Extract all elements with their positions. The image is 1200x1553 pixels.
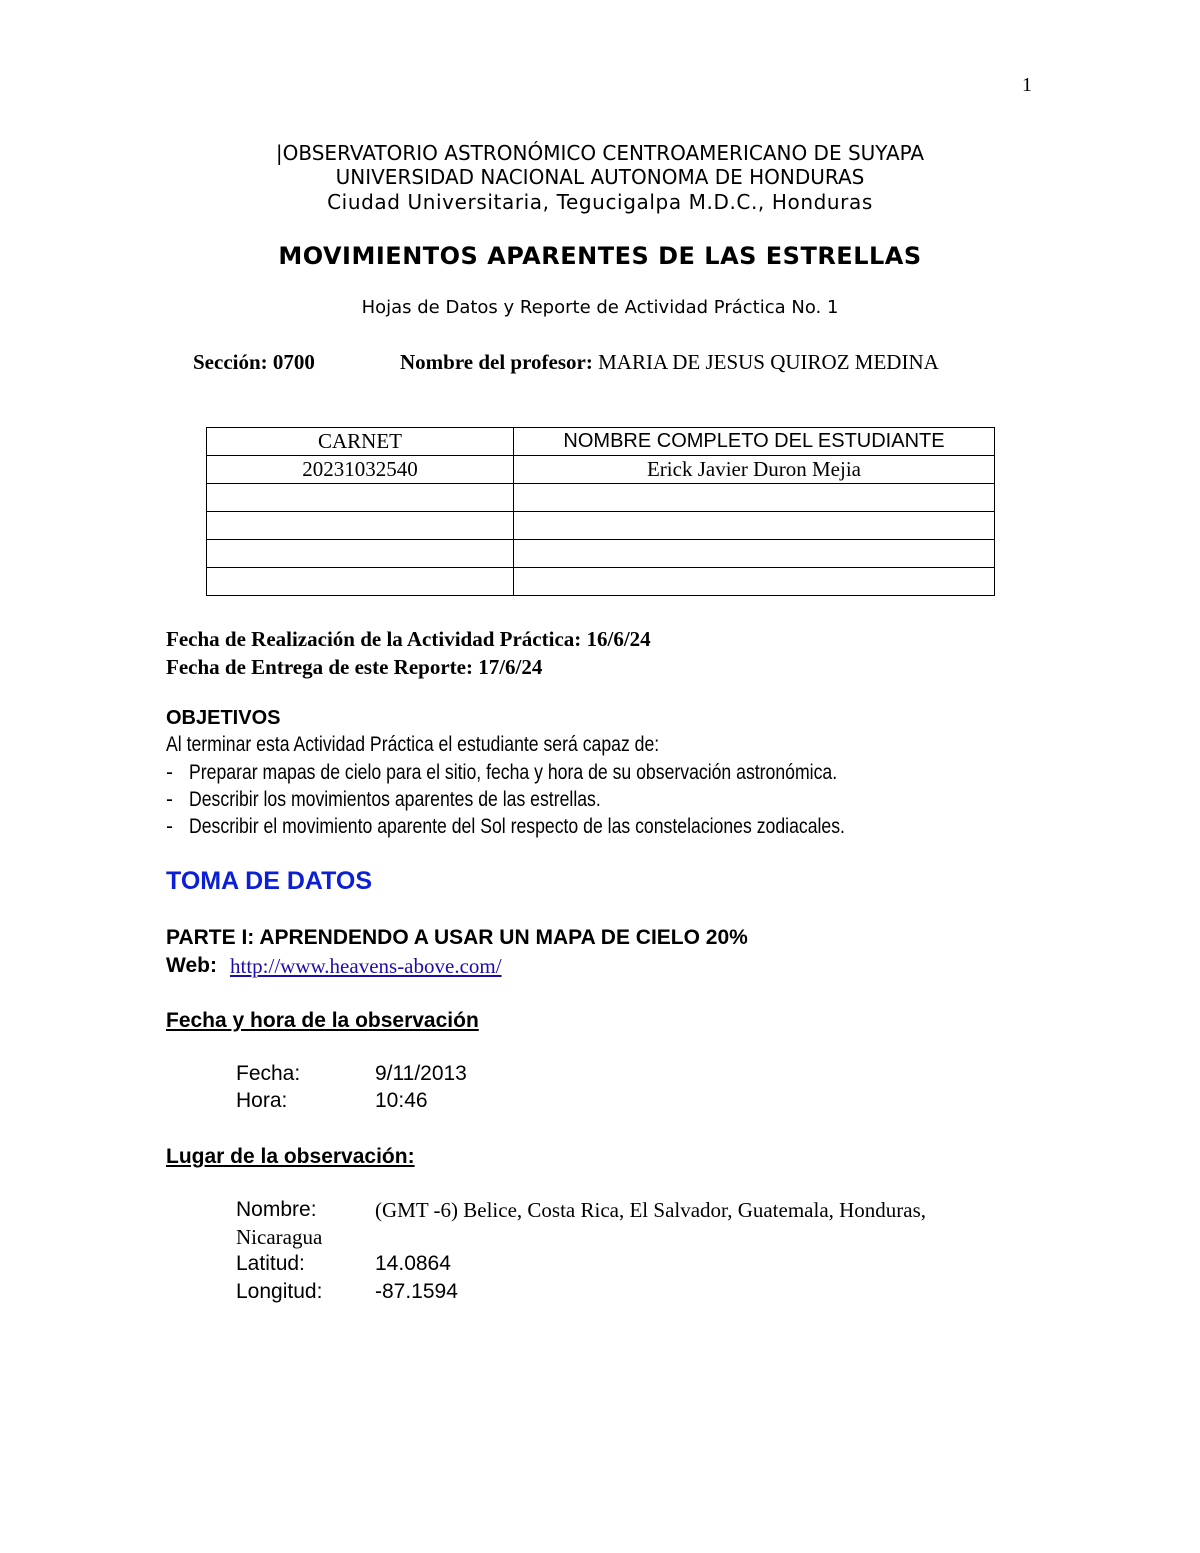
data-collection-heading: TOMA DE DATOS (166, 867, 373, 895)
part-one-heading: PARTE I: APRENDENDO A USAR UN MAPA DE CIELO 20% (166, 926, 748, 949)
table-header-row (207, 428, 995, 456)
place-name-label: Nombre: (236, 1198, 317, 1221)
observation-date-label: Fecha: (236, 1062, 301, 1085)
latitude-value: 14.0864 (375, 1252, 451, 1275)
professor-value: MARIA DE JESUS QUIROZ MEDINA (598, 350, 939, 374)
student-name-cell (514, 568, 995, 596)
bullet-dash: - (166, 815, 173, 838)
observation-time-label: Hora: (236, 1089, 288, 1112)
professor-field (400, 350, 939, 375)
professor-label: Nombre del profesor: (400, 350, 593, 374)
place-name-continuation: Nicaragua (236, 1225, 323, 1249)
table-row (207, 456, 995, 484)
objective-item: Describir los movimientos aparentes de las estrellas. (189, 788, 601, 811)
table-row (207, 568, 995, 596)
table-row (207, 540, 995, 568)
heavens-above-link[interactable]: http://www.heavens-above.com/ (230, 954, 502, 978)
student-name-cell (514, 540, 995, 568)
location-line: Ciudad Universitaria, Tegucigalpa M.D.C., Honduras (327, 190, 873, 214)
students-table (206, 427, 995, 596)
longitude-value: -87.1594 (375, 1280, 458, 1303)
student-name-cell: Erick Javier Duron Mejia (514, 456, 995, 484)
page-number: 1 (1022, 74, 1032, 96)
carnet-cell (207, 484, 514, 512)
carnet-cell (207, 568, 514, 596)
carnet-cell: 20231032540 (207, 456, 514, 484)
carnet-cell (207, 540, 514, 568)
web-label: Web: (166, 954, 217, 977)
delivery-date: Fecha de Entrega de este Reporte: 17/6/24 (166, 655, 543, 679)
table-row (207, 484, 995, 512)
bullet-dash: - (166, 788, 173, 811)
objectives-intro: Al terminar esta Actividad Práctica el estudiante será capaz de: (166, 733, 660, 756)
section-value: 0700 (272, 350, 315, 374)
student-name-cell (514, 512, 995, 540)
university-name: UNIVERSIDAD NACIONAL AUTONOMA DE HONDURAS (335, 165, 865, 189)
document-subtitle: Hojas de Datos y Reporte de Actividad Práctica No. 1 (361, 297, 839, 318)
observatory-name: |OBSERVATORIO ASTRONÓMICO CENTROAMERICANO DE SUYAPA (275, 141, 925, 165)
place-name-value: (GMT -6) Belice, Costa Rica, El Salvador, Guatemala, Honduras, (375, 1198, 927, 1222)
section-field (193, 350, 315, 375)
carnet-header: CARNET (207, 428, 514, 456)
table-row (207, 512, 995, 540)
latitude-label: Latitud: (236, 1252, 305, 1275)
observation-date-value: 9/11/2013 (375, 1062, 467, 1085)
carnet-cell (207, 512, 514, 540)
observation-time-value: 10:46 (375, 1089, 428, 1112)
observation-datetime-heading: Fecha y hora de la observación (166, 1009, 479, 1032)
bullet-dash: - (166, 761, 173, 784)
realization-date: Fecha de Realización de la Actividad Práctica: 16/6/24 (166, 627, 651, 651)
student-name-header: NOMBRE COMPLETO DEL ESTUDIANTE (514, 428, 995, 456)
objectives-title: OBJETIVOS (166, 707, 281, 729)
objective-item: Preparar mapas de cielo para el sitio, fecha y hora de su observación astronómica. (189, 761, 838, 784)
objective-item: Describir el movimiento aparente del Sol respecto de las constelaciones zodiacales. (189, 815, 845, 838)
observation-place-heading: Lugar de la observación: (166, 1145, 415, 1168)
longitude-label: Longitud: (236, 1280, 323, 1303)
document-title: MOVIMIENTOS APARENTES DE LAS ESTRELLAS (278, 242, 922, 270)
section-label: Sección: (193, 350, 268, 374)
student-name-cell (514, 484, 995, 512)
